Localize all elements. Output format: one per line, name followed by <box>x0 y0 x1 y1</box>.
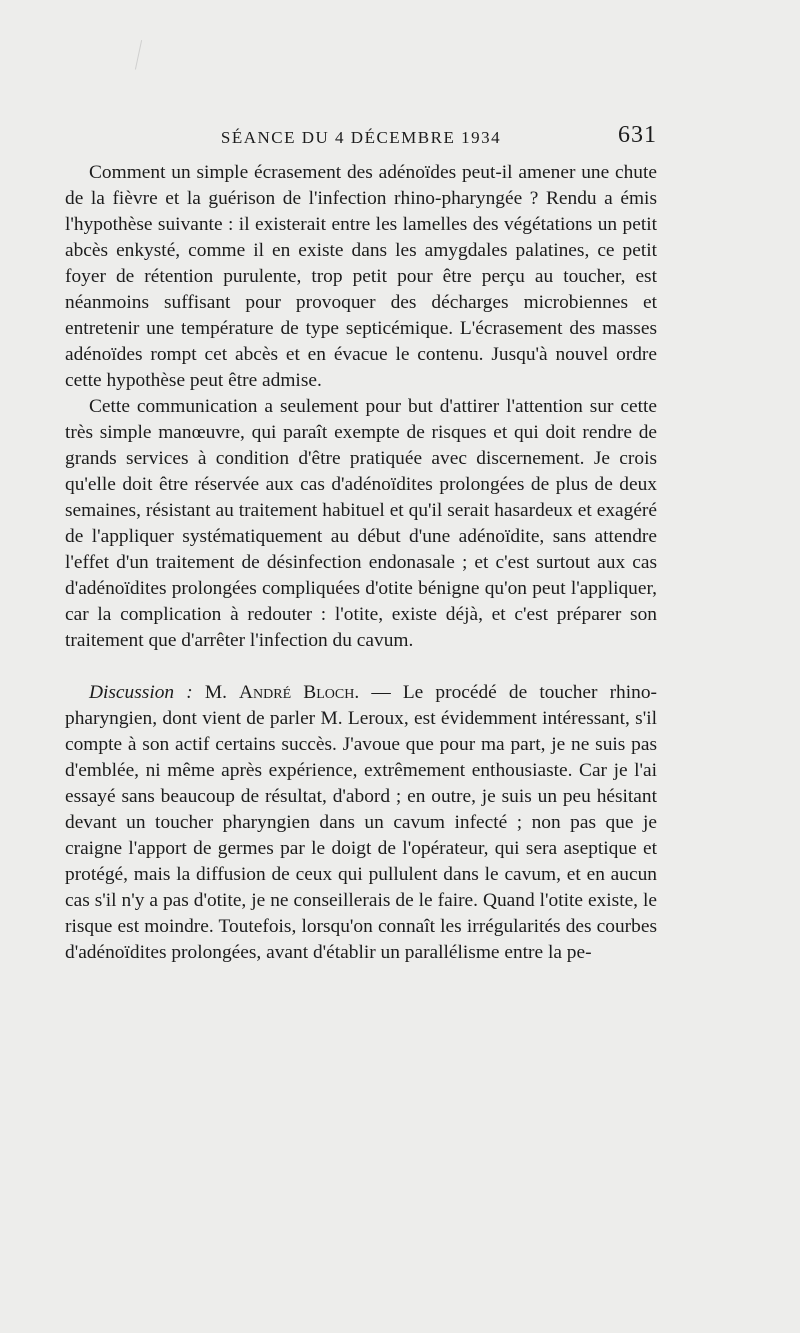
speaker-name: André Bloch <box>239 682 355 703</box>
paragraph-2: Cette communication a seulement pour but d'attirer l'attention sur cette très simple manœuvre, qui paraît exempte de risques et qui doit rendre de grands services à condition d'être pratiquée avec discernement. Je crois qu'elle doit être réservée aux cas d'adénoïdites prolongées de plus de deux semaines, résistant au traitement habituel et qu'il serait hasardeux et exagéré de l'appliquer systématiquement au début d'une adénoïdite, sans attendre l'effet d'un traitement de désinfection endonasale ; et c'est surtout aux cas d'adénoïdites prolongées compliquées d'otite bénigne qu'on peut l'appliquer, car la complication à redouter : l'otite, existe déjà, et c'est préparer son traitement que d'arrêter l'infection du cavum. <box>65 396 657 651</box>
discussion-paragraph <box>65 680 657 966</box>
speaker-prefix: M. <box>192 682 240 703</box>
body-text <box>65 160 657 966</box>
discussion-label: Discussion : <box>89 682 193 703</box>
paragraph-1: Comment un simple écrasement des adénoïdes peut-il amener une chute de la fièvre et la guérison de l'infection rhino-pharyngée ? Rendu a émis l'hypothèse suivante : il existerait entre les lamelles des végétations un petit abcès enkysté, comme il en existe dans les amygdales palatines, ce petit foyer de rétention purulente, trop petit pour être perçu au toucher, est néanmoins suffisant pour provoquer des décharges microbiennes et entretenir une température de type septicémique. L'écrasement des masses adénoïdes rompt cet abcès et en évacue le contenu. Jusqu'à nouvel ordre cette hypothèse peut être admise. <box>65 162 657 391</box>
page-number: 631 <box>618 122 657 148</box>
discussion-text: . — Le procédé de toucher rhino-pharyngien, dont vient de parler M. Leroux, est évidemment intéressant, s'il compte à son actif certains succès. J'avoue que pour ma part, je ne suis pas d'emblée, ni même après expérience, extrêmement enthousiaste. Car je l'ai essayé sans beaucoup de résultat, d'abord ; en outre, je suis un peu hésitant devant un toucher pharyngien dans un cavum infecté ; non pas que je craigne l'apport de germes par le doigt de l'opérateur, qui sera aseptique et protégé, mais la diffusion de ceux qui pullulent dans le cavum, et en aucun cas s'il n'y a pas d'otite, je ne conseillerais de le faire. Quand l'otite existe, le risque est moindre. Toutefois, lorsqu'on connaît les irrégularités des courbes d'adénoïdites prolongées, avant d'établir un parallélisme entre la pe- <box>65 682 657 963</box>
header-title: SÉANCE DU 4 DÉCEMBRE 1934 <box>220 128 502 147</box>
running-header <box>65 122 657 152</box>
pencil-mark <box>135 40 144 70</box>
